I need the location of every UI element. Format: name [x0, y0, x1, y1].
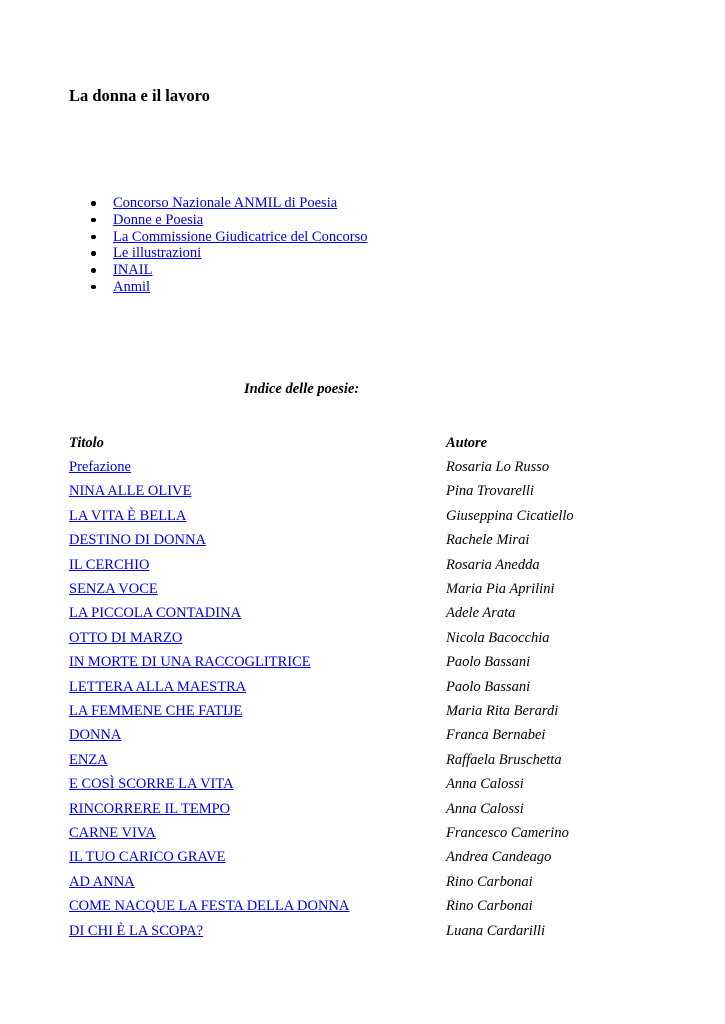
- link-anmil[interactable]: Anmil: [113, 278, 151, 295]
- poem-title-link[interactable]: AD ANNA: [69, 873, 135, 890]
- table-row: [69, 748, 574, 772]
- poem-title-link[interactable]: IN MORTE DI UNA RACCOGLITRICE: [69, 654, 311, 671]
- poem-title-cell: [69, 577, 446, 601]
- poem-title-link[interactable]: IL CERCHIO: [69, 556, 150, 573]
- link-list: [113, 195, 368, 296]
- poem-title-link[interactable]: LA PICCOLA CONTADINA: [69, 605, 242, 622]
- index-heading: Indice delle poesie:: [244, 381, 360, 397]
- list-item: [113, 229, 368, 246]
- poem-author-cell: Adele Arata: [446, 605, 516, 622]
- poem-title-cell: [69, 651, 446, 675]
- table-row: [69, 821, 574, 845]
- poem-author-cell: Maria Pia Aprilini: [446, 581, 555, 598]
- poem-title-link[interactable]: SENZA VOCE: [69, 581, 158, 598]
- link-inail[interactable]: INAIL: [113, 262, 153, 279]
- poem-title-link[interactable]: LA FEMMENE CHE FATIJE: [69, 702, 243, 719]
- table-row: [69, 602, 574, 626]
- poem-title-cell: [69, 797, 446, 821]
- poem-title-link[interactable]: DONNA: [69, 727, 122, 744]
- column-header-author: Autore: [446, 434, 488, 451]
- list-item: [113, 212, 368, 229]
- poem-title-cell: [69, 553, 446, 577]
- table-row: [69, 651, 574, 675]
- link-donne-e-poesia[interactable]: Donne e Poesia: [113, 211, 204, 228]
- table-row: [69, 504, 574, 528]
- poem-title-cell: [69, 846, 446, 870]
- list-item: [113, 195, 368, 212]
- table-row: [69, 529, 574, 553]
- poem-title-cell: [69, 821, 446, 845]
- poem-title-link[interactable]: COME NACQUE LA FESTA DELLA DONNA: [69, 898, 350, 915]
- poem-author-cell: Rachele Mirai: [446, 532, 530, 549]
- table-body: [69, 455, 574, 943]
- table-row: [69, 919, 574, 943]
- poem-title-cell: [69, 699, 446, 723]
- table-row: [69, 797, 574, 821]
- poem-title-cell: [69, 504, 446, 528]
- table-row: [69, 870, 574, 894]
- table-row: [69, 724, 574, 748]
- poem-author-cell: Francesco Camerino: [446, 824, 569, 841]
- table-row: [69, 455, 574, 479]
- poem-title-cell: [69, 602, 446, 626]
- poem-title-link[interactable]: E COSÌ SCORRE LA VITA: [69, 776, 234, 793]
- table-row: [69, 699, 574, 723]
- poem-author-cell: Rino Carbonai: [446, 898, 533, 915]
- poem-title-link[interactable]: DI CHI È LA SCOPA?: [69, 922, 204, 939]
- list-item: [113, 262, 368, 279]
- table-row: [69, 675, 574, 699]
- poem-author-cell: Paolo Bassani: [446, 678, 531, 695]
- table-header-row: [69, 431, 574, 455]
- list-item: [113, 245, 368, 262]
- poem-title-cell: [69, 724, 446, 748]
- poem-author-cell: Andrea Candeago: [446, 849, 552, 866]
- link-commissione[interactable]: La Commissione Giudicatrice del Concorso: [113, 228, 368, 245]
- poem-author-cell: Pina Trovarelli: [446, 483, 534, 500]
- poem-author-cell: Franca Bernabei: [446, 727, 546, 744]
- poem-title-link[interactable]: DESTINO DI DONNA: [69, 532, 206, 549]
- poem-title-link[interactable]: LETTERA ALLA MAESTRA: [69, 678, 247, 695]
- poem-author-cell: Giuseppina Cicatiello: [446, 507, 574, 524]
- page-title: La donna e il lavoro: [69, 86, 210, 105]
- table-row: [69, 553, 574, 577]
- list-item: [113, 279, 368, 296]
- poem-author-cell: Maria Rita Berardi: [446, 702, 559, 719]
- table-row: [69, 577, 574, 601]
- poem-title-cell: [69, 480, 446, 504]
- poem-title-link[interactable]: CARNE VIVA: [69, 824, 156, 841]
- poem-title-link[interactable]: OTTO DI MARZO: [69, 629, 183, 646]
- poem-title-cell: [69, 870, 446, 894]
- poem-title-link[interactable]: LA VITA È BELLA: [69, 507, 187, 524]
- poem-author-cell: Luana Cardarilli: [446, 922, 545, 939]
- poem-author-cell: Rosaria Lo Russo: [446, 459, 550, 476]
- poem-author-cell: Rino Carbonai: [446, 873, 533, 890]
- poem-title-cell: [69, 529, 446, 553]
- poem-author-cell: Anna Calossi: [446, 800, 524, 817]
- table-row: [69, 480, 574, 504]
- poem-title-link[interactable]: RINCORRERE IL TEMPO: [69, 800, 231, 817]
- poem-title-cell: [69, 919, 446, 943]
- table-row: [69, 846, 574, 870]
- poem-title-cell: [69, 748, 446, 772]
- poem-title-cell: [69, 772, 446, 796]
- poem-author-cell: Paolo Bassani: [446, 654, 531, 671]
- poem-title-link[interactable]: Prefazione: [69, 459, 131, 476]
- poem-title-link[interactable]: NINA ALLE OLIVE: [69, 483, 192, 500]
- poems-index-table: [69, 431, 574, 943]
- poem-title-cell: [69, 626, 446, 650]
- poem-title-link[interactable]: ENZA: [69, 751, 108, 768]
- poem-title-cell: [69, 455, 446, 479]
- poem-title-cell: [69, 675, 446, 699]
- poem-author-cell: Nicola Bacocchia: [446, 629, 550, 646]
- poem-author-cell: Rosaria Anedda: [446, 556, 540, 573]
- poem-author-cell: Raffaela Bruschetta: [446, 751, 562, 768]
- table-row: [69, 894, 574, 918]
- poem-title-link[interactable]: IL TUO CARICO GRAVE: [69, 849, 226, 866]
- table-row: [69, 626, 574, 650]
- poem-author-cell: Anna Calossi: [446, 776, 524, 793]
- link-concorso[interactable]: Concorso Nazionale ANMIL di Poesia: [113, 195, 338, 211]
- link-illustrazioni[interactable]: Le illustrazioni: [113, 245, 202, 262]
- column-header-title: Titolo: [69, 434, 104, 451]
- poem-title-cell: [69, 894, 446, 918]
- table-row: [69, 772, 574, 796]
